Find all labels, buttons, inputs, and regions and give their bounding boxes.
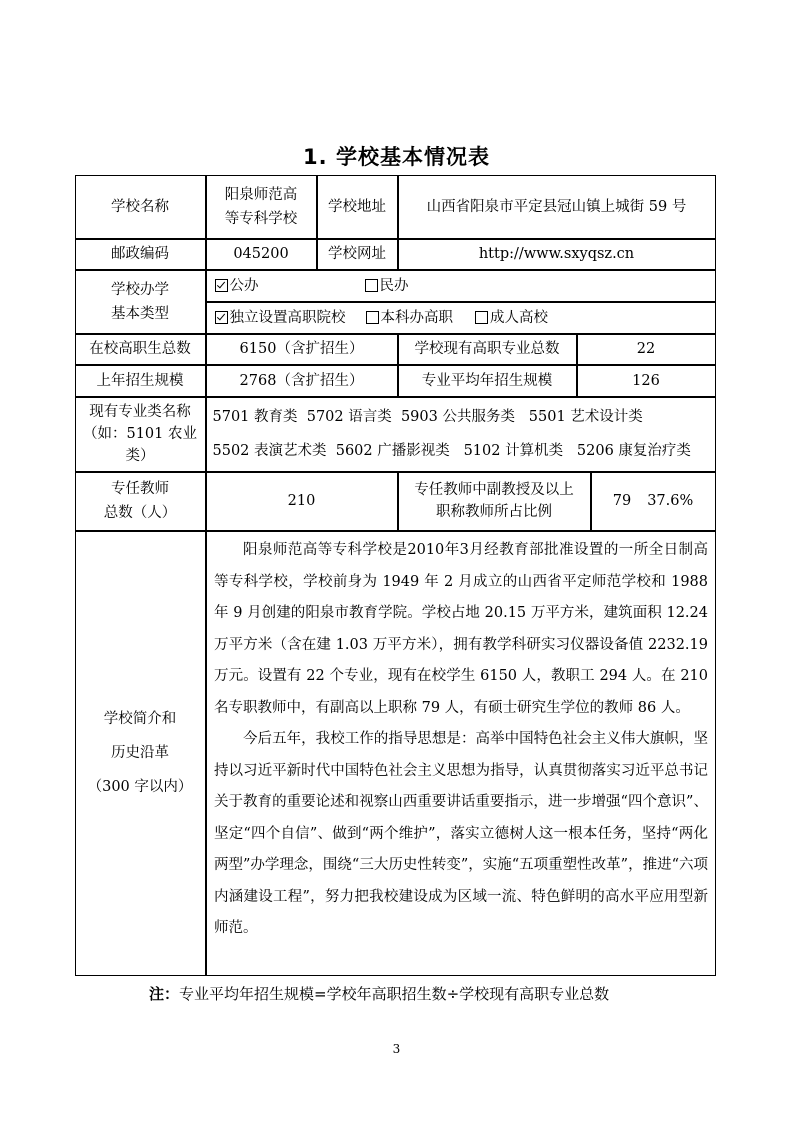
value-avg-enrollment: 126 (577, 365, 716, 397)
value-majors: 5701 教育类 5702 语言类 5903 公共服务类 5501 艺术设计类 5502 表演艺术类 5602 广播影视类 5102 计算机类 5206 康复治疗类 (206, 397, 716, 472)
value-school-name: 阳泉师范高 等专科学校 (206, 175, 317, 239)
label-avg-enrollment: 专业平均年招生规模 (398, 365, 577, 397)
footnote (149, 983, 609, 1004)
value-teachers-total: 210 (206, 472, 398, 531)
value-senior-ratio: 79 37.6% (591, 472, 716, 531)
label-majors: 现有专业类名称 （如：5101 农业 类） (75, 397, 206, 472)
label-school-type: 学校办学 基本类型 (75, 270, 206, 334)
label-school-address: 学校地址 (317, 175, 398, 239)
value-school-address: 山西省阳泉市平定县冠山镇上城街 59 号 (398, 175, 716, 239)
type-category-row (206, 302, 716, 334)
label-last-year-enrollment: 上年招生规模 (75, 365, 206, 397)
label-teachers-total: 专任教师 总数（人） (75, 472, 206, 531)
option-adult: 成人高校 (475, 306, 548, 330)
intro-text (206, 535, 716, 945)
value-last-year-enrollment: 2768（含扩招生） (206, 365, 398, 397)
page-title: 1. 学校基本情况表 (303, 145, 490, 169)
label-school-name: 学校名称 (75, 175, 206, 239)
label-total-students: 在校高职生总数 (75, 334, 206, 365)
intro-paragraph-2: 今后五年，我校工作的指导思想是：高举中国特色社会主义伟大旗帜，坚持以习近平新时代中国特色社会主义思想为指导，认真贯彻落实习近平总书记关于教育的重要论述和视察山西重要讲话重要指示，进一步增强“四个意识”、坚定“四个自信”、做到“两个维护”，落实立德树人这一根本任务，坚持“两化两型”办学理念，围绕“三大历史性转变”，实施“五项重塑性改革”，推进“六项内涵建设工程”，努力把我校建设成为区域一流、特色鲜明的高水平应用型新师范。 (214, 731, 708, 936)
checkbox-empty-icon (366, 311, 379, 324)
value-postal-code: 045200 (206, 239, 317, 270)
value-total-majors: 22 (577, 334, 716, 365)
value-total-students: 6150（含扩招生） (206, 334, 398, 365)
label-postal-code: 邮政编码 (75, 239, 206, 270)
type-ownership-row (206, 270, 716, 302)
value-website: http://www.sxyqsz.cn (398, 239, 716, 270)
school-info-table (75, 175, 716, 976)
checkbox-empty-icon (475, 311, 488, 324)
footnote-prefix: 注： (149, 985, 180, 1003)
checkbox-empty-icon (365, 279, 378, 292)
option-private: 民办 (365, 274, 409, 298)
label-website: 学校网址 (317, 239, 398, 270)
label-senior-ratio: 专任教师中副教授及以上 职称教师所占比例 (398, 472, 591, 531)
intro-paragraph-1: 阳泉师范高等专科学校是2010年3月经教育部批准设置的一所全日制高等专科学校，学校前身为 1949 年 2 月成立的山西省平定师范学校和 1988 年 9 月创建的阳泉市教育学院。学校占地 20.15 万平方米，建筑面积 12.24 万平方米（含在建 1.03 万平方米），拥有教学科研实习仪器设备值 2232.19 万元。设置有 22 个专业，现有在校学生 6150 人，教职工 294 人。在 210 名专职教师中，有副高以上职称 79 人，有硕士研究生学位的教师 86 人。 (214, 542, 708, 716)
label-total-majors: 学校现有高职专业总数 (398, 334, 577, 365)
option-public: 公办 (215, 274, 365, 298)
option-undergrad: 本科办高职 (366, 306, 454, 330)
label-intro: 学校简介和 历史沿革 （300 字以内） (75, 531, 206, 976)
option-independent: 独立设置高职院校 (215, 306, 346, 330)
checkbox-checked-icon (215, 311, 228, 324)
page-number: 3 (392, 1042, 401, 1056)
footnote-text: 专业平均年招生规模=学校年高职招生数÷学校现有高职专业总数 (179, 985, 610, 1003)
checkbox-checked-icon (215, 279, 228, 292)
